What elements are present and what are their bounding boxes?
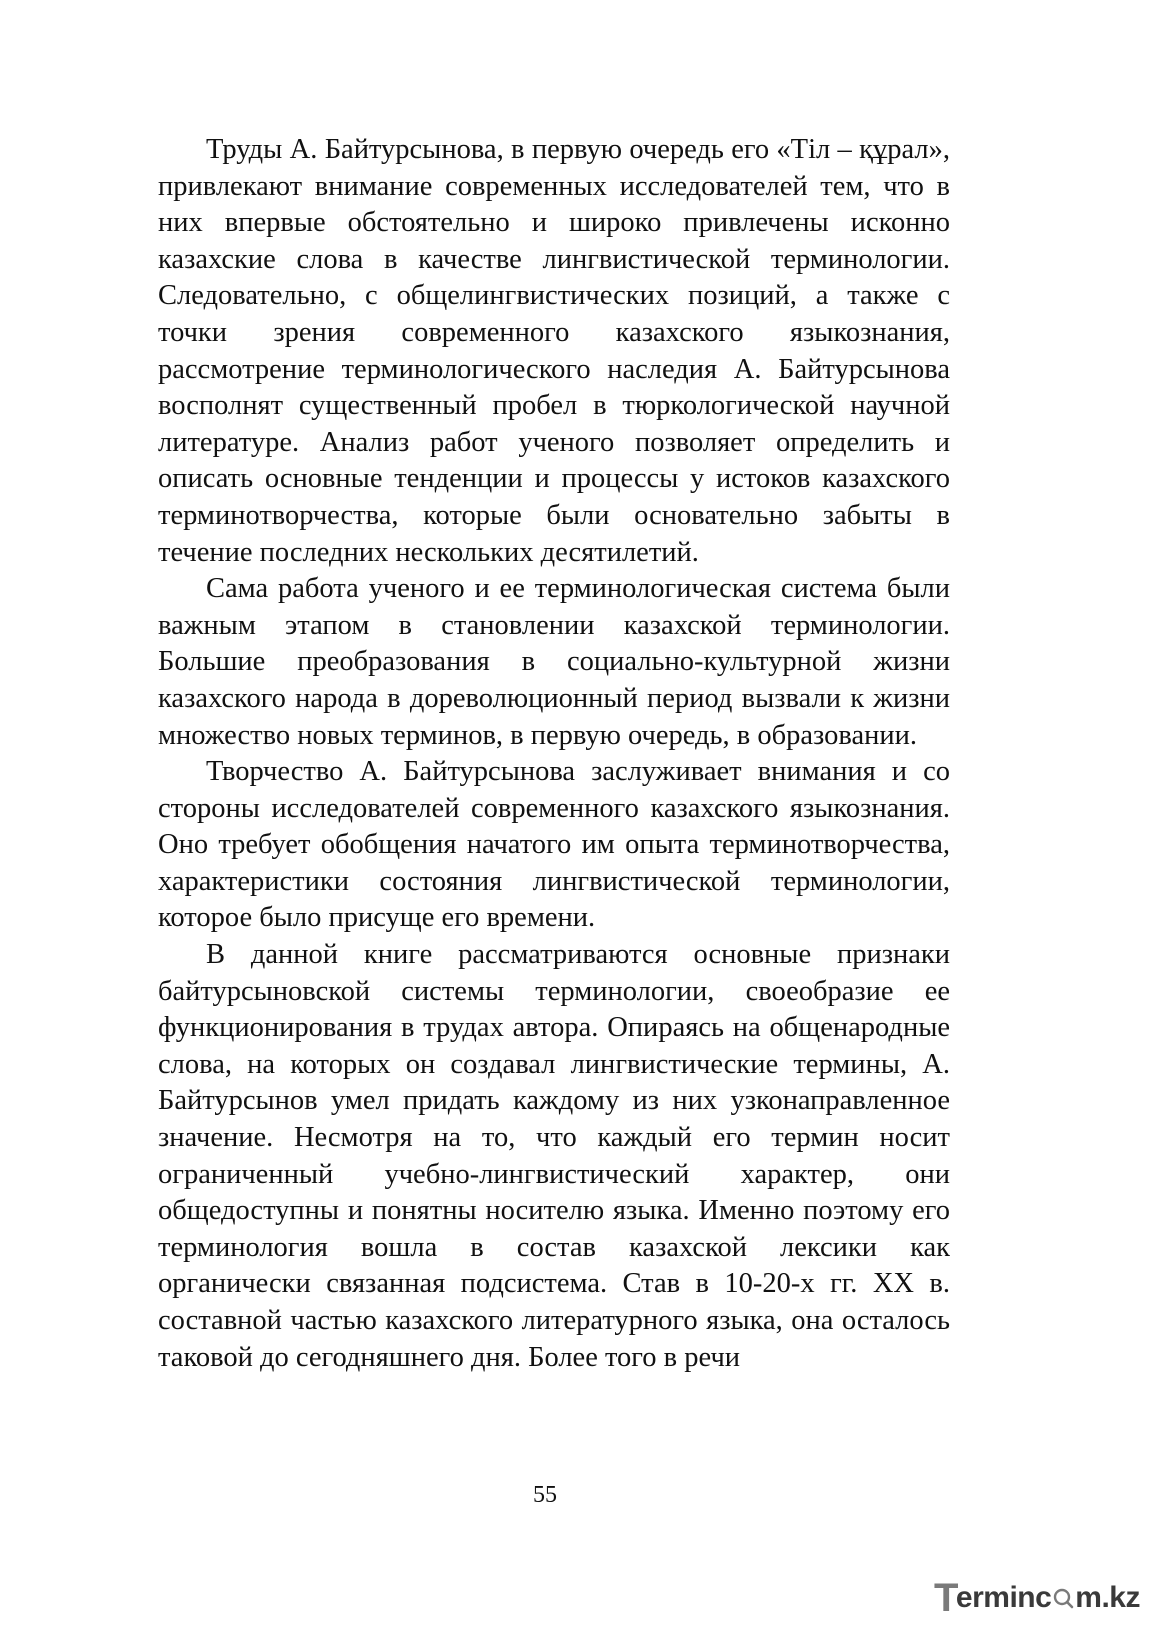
watermark-logo-t: T: [933, 1575, 958, 1620]
paragraph-1: Труды А. Байтурсынова, в первую очередь его «Тіл – құрал», привлекают внимание современных исследователей тем, что в них впервые обстоятельно и широко привлечены исконно казахские слова в качестве лингвистической терминологии. Следовательно, с общелингвистических позиций, а также с точки зрения современного казахского языкознания, рассмотрение терминологического наследия А. Байтурсынова восполнят существенный пробел в тюркологической научной литературе. Анализ работ ученого позволяет определить и описать основные тенденции и процессы у истоков казахского терминотворчества, которые были основательно забыты в течение последних нескольких десятилетий.: [158, 134, 950, 568]
watermark-logo-text-a: erminc: [955, 1581, 1052, 1614]
paragraph-3: Творчество А. Байтурсынова заслуживает внимания и со стороны исследователей современного казахского языкознания. Оно требует обобщения начатого им опыта терминотворчества, характеристики состояния лингвистической терминологии, которое было присуще его времени.: [158, 756, 950, 934]
page-body: [158, 132, 950, 1376]
page-number: 55: [533, 1482, 557, 1508]
paragraph-2: Сама работа ученого и ее терминологическая система были важным этапом в становлении казахской терминологии. Большие преобразования в социально-культурной жизни казахского народа в дореволюционный период вызвали к жизни множество новых терминов, в первую очередь, в образовании.: [158, 573, 950, 751]
watermark-logo-text-b: m.kz: [1075, 1581, 1140, 1614]
paragraph-4: В данной книге рассматриваются основные признаки байтурсыновской системы терминологии, своеобразие ее функционирования в трудах автора. Опираясь на общенародные слова, на которых он создавал лингвистические термины, А. Байтурсынов умел придать каждому из них узконаправленное значение. Несмотря на то, что каждый его термин носит ограниченный учебно-лингвистический характер, они общедоступны и понятны носителю языка. Именно поэтому его терминология вошла в состав казахской лексики как органически связанная подсистема. Став в 10-20-х гг. XX в. составной частью казахского литературного языка, она осталось таковой до сегодняшнего дня. Более того в речи: [158, 939, 950, 1373]
magnifier-icon: [1052, 1587, 1074, 1609]
watermark-logo: [934, 1577, 1140, 1619]
